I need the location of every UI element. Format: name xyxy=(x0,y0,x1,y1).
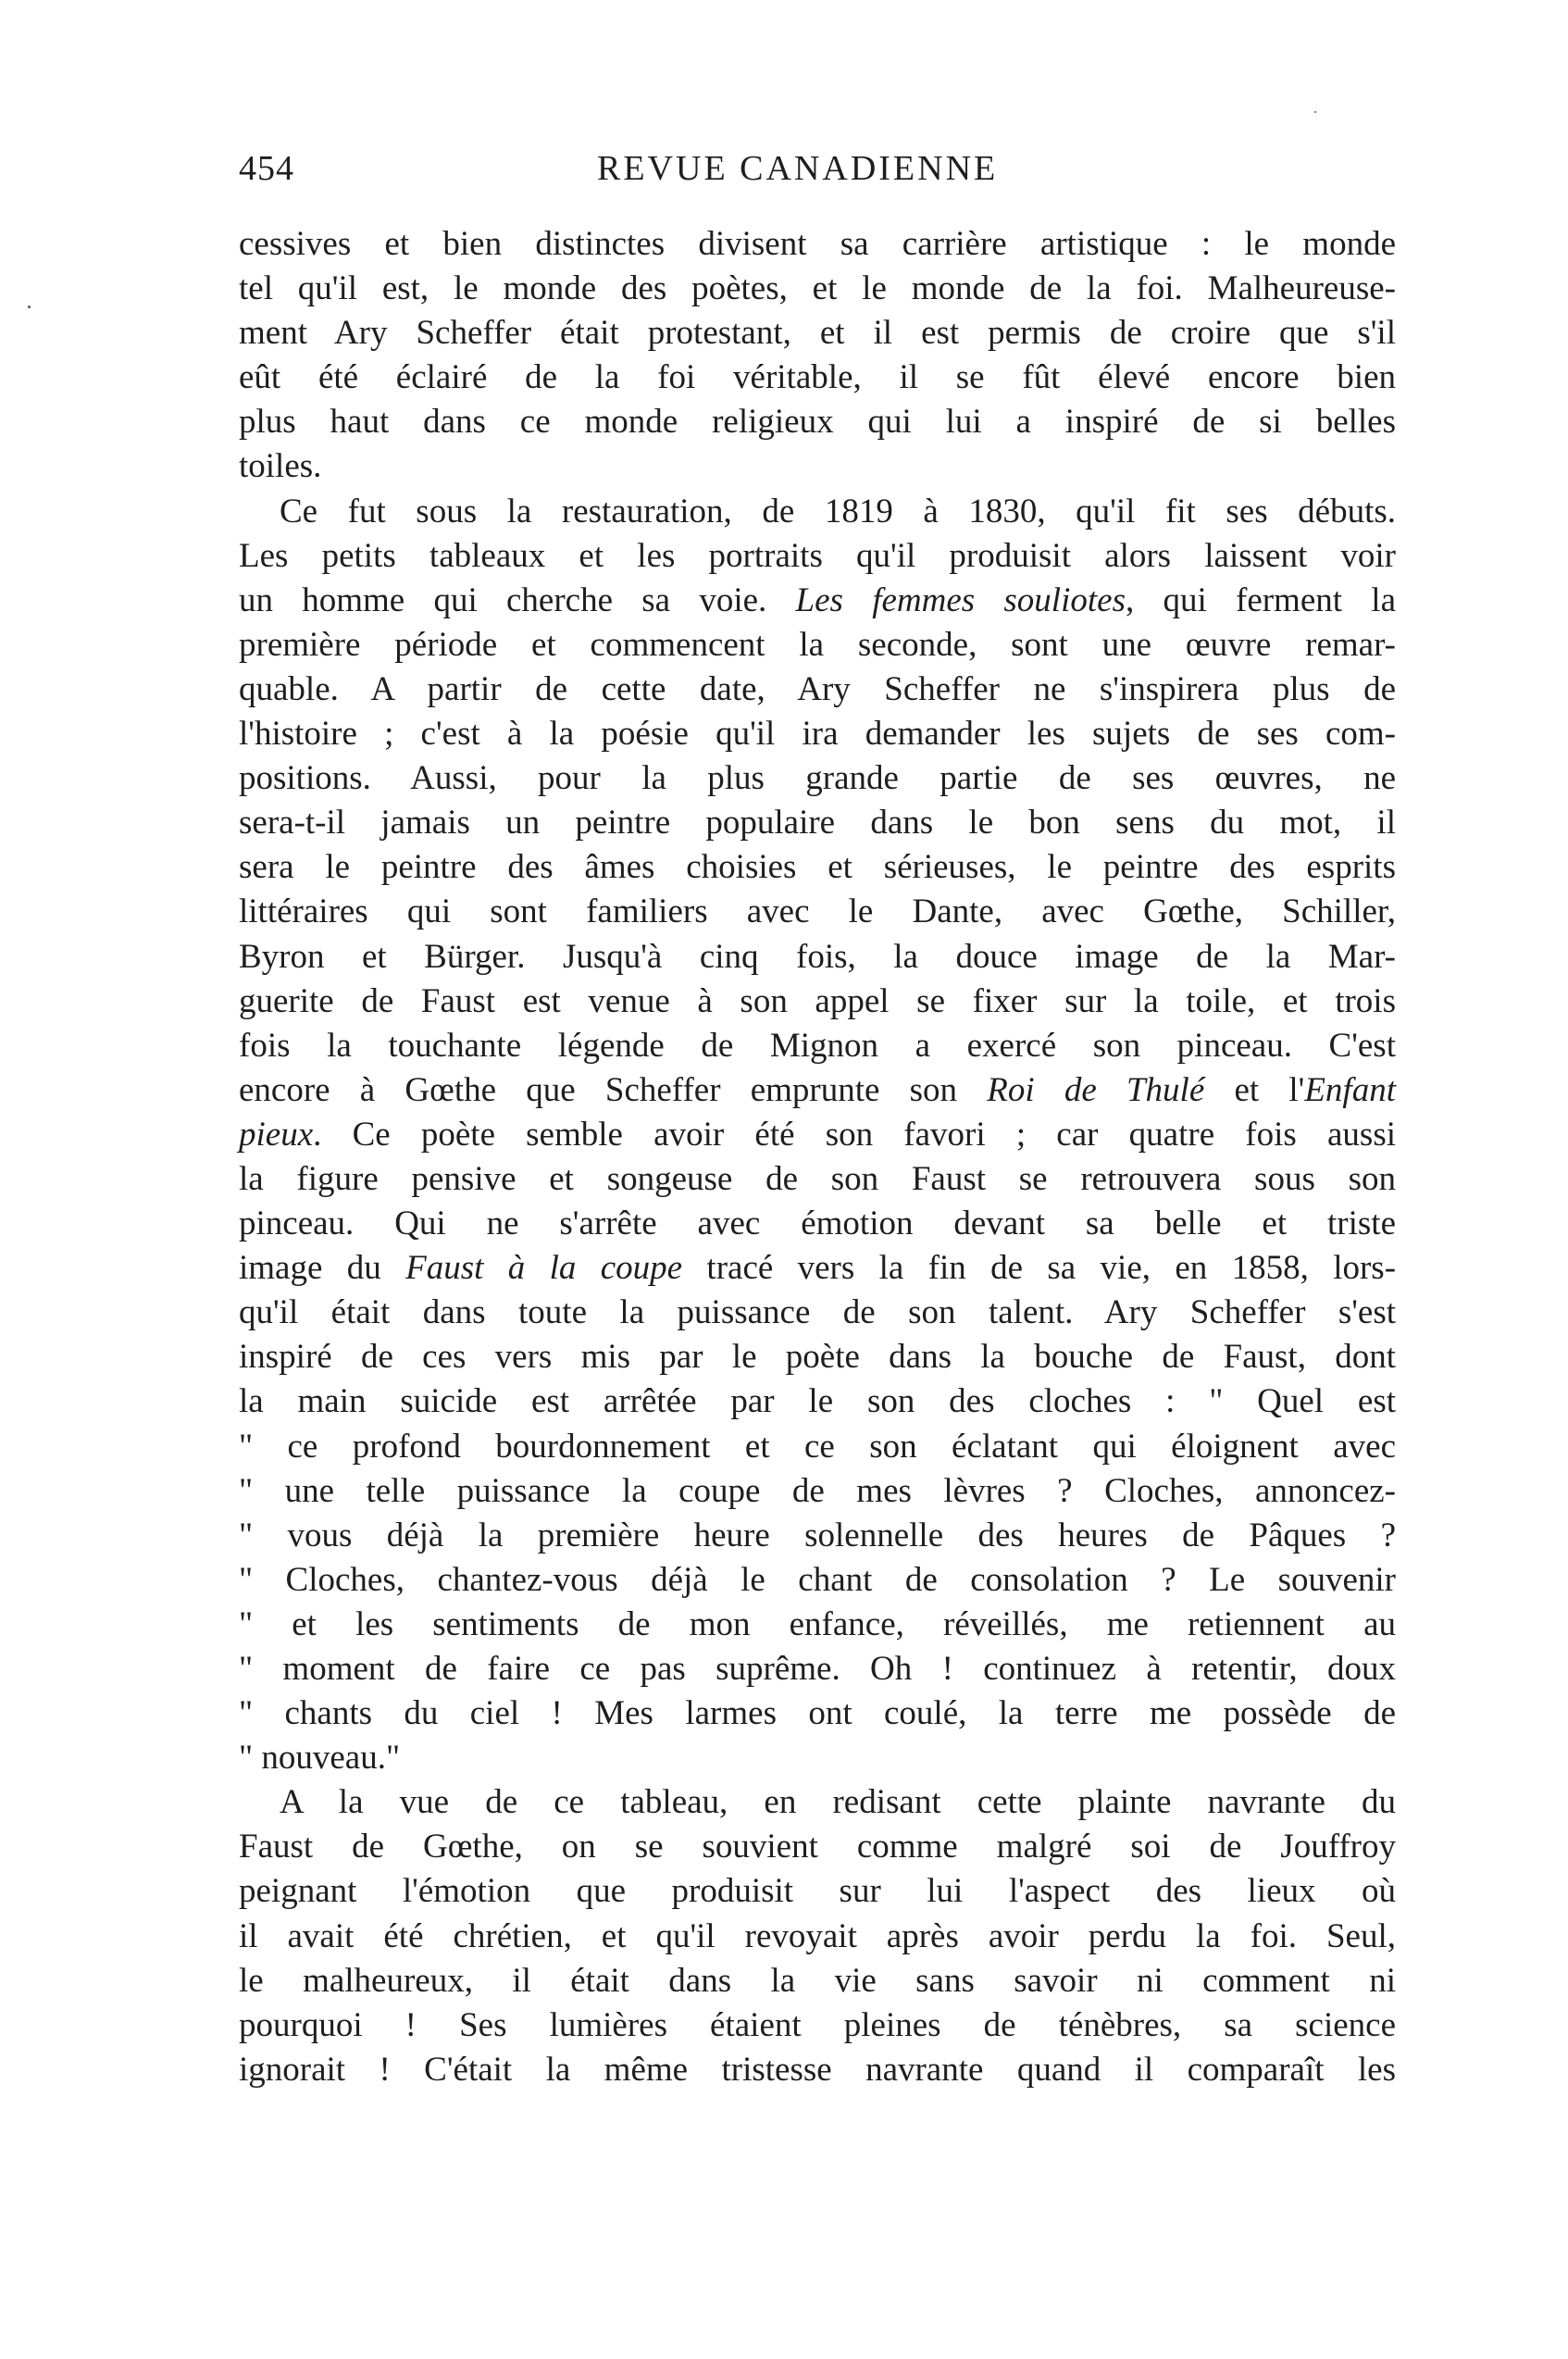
text-line: qu'il était dans toute la puissance de son talent. Ary Scheffer s'est xyxy=(239,1293,1396,1332)
text-line: le malheureux, il était dans la vie sans savoir ni comment ni xyxy=(239,1961,1396,2000)
text-line: peignant l'émotion que produisit sur lui l'aspect des lieux où xyxy=(239,1872,1396,1911)
line-segment: et l' xyxy=(1234,1070,1305,1109)
quote-line: " une telle puissance la coupe de mes lèvres ? Cloches, annoncez- xyxy=(239,1471,1396,1510)
quote-line: " et les sentiments de mon enfance, réveillés, me retiennent au xyxy=(239,1604,1396,1643)
text-line: ignorait ! C'était la même tristesse navrante quand il comparaît les xyxy=(239,2050,1396,2089)
text-line: sera le peintre des âmes choisies et sérieuses, le peintre des esprits xyxy=(239,848,1396,887)
text-line: eût été éclairé de la foi véritable, il se fût élevé encore bien xyxy=(239,358,1396,397)
body-text xyxy=(239,222,1396,2092)
line-segment: , qui ferment la xyxy=(1125,580,1396,619)
page-number: 454 xyxy=(239,149,294,188)
text-line: littéraires qui sont familiers avec le Dante, avec Gœthe, Schiller, xyxy=(239,892,1396,931)
text-line: A la vue de ce tableau, en redisant cette plainte navrante du xyxy=(280,1783,1396,1822)
text-line: il avait été chrétien, et qu'il revoyait après avoir perdu la foi. Seul, xyxy=(239,1916,1396,1955)
text-line xyxy=(239,579,1396,623)
quote-line: " vous déjà la première heure solennelle des heures de Pâques ? xyxy=(239,1516,1396,1554)
quote-line: " nouveau." xyxy=(239,1739,401,1778)
text-line: guerite de Faust est venue à son appel se fixer sur la toile, et trois xyxy=(239,981,1396,1020)
quote-line: " ce profond bourdonnement et ce son éclatant qui éloignent avec xyxy=(239,1427,1396,1466)
text-line: quable. A partir de cette date, Ary Scheffer ne s'inspirera plus de xyxy=(239,669,1396,708)
text-line: pourquoi ! Ses lumières étaient pleines de ténèbres, sa science xyxy=(239,2005,1396,2044)
text-line xyxy=(239,1068,1396,1113)
line-segment: encore à Gœthe que Scheffer emprunte son xyxy=(239,1070,958,1109)
text-line: positions. Aussi, pour la plus grande partie de ses œuvres, ne xyxy=(239,759,1396,798)
scan-speck xyxy=(28,306,31,308)
line-segment: . Ce poète semble avoir été son favori ; car quatre fois aussi xyxy=(313,1115,1396,1154)
text-line xyxy=(239,1246,1396,1291)
text-line: sera-t-il jamais un peintre populaire dans le bon sens du mot, il xyxy=(239,804,1396,842)
text-line: inspiré de ces vers mis par le poète dans la bouche de Faust, dont xyxy=(239,1338,1396,1377)
text-line: cessives et bien distinctes divisent sa carrière artistique : le monde xyxy=(239,225,1396,263)
text-line: l'histoire ; c'est à la poésie qu'il ira demander les sujets de ses com- xyxy=(239,715,1396,754)
text-line: plus haut dans ce monde religieux qui lui a inspiré de si belles xyxy=(239,403,1396,442)
artwork-title: Les femmes souliotes xyxy=(795,580,1126,619)
quote-line: " moment de faire ce pas suprême. Oh ! continuez à retentir, doux xyxy=(239,1650,1396,1688)
line-segment: un homme qui cherche sa voie. xyxy=(239,580,767,619)
scan-speck xyxy=(1314,111,1316,113)
artwork-title: Roi de Thulé xyxy=(987,1070,1205,1109)
text-line: la figure pensive et songeuse de son Faust se retrouvera sous son xyxy=(239,1159,1396,1198)
text-line: la main suicide est arrêtée par le son des cloches : " Quel est xyxy=(239,1382,1396,1421)
text-line: première période et commencent la seconde, sont une œuvre remar- xyxy=(239,625,1396,664)
artwork-title: Enfant xyxy=(1304,1070,1396,1109)
text-line xyxy=(239,1113,1396,1157)
quote-line: " chants du ciel ! Mes larmes ont coulé, la terre me possède de xyxy=(239,1694,1396,1733)
text-line: tel qu'il est, le monde des poètes, et le monde de la foi. Malheureuse- xyxy=(239,269,1396,308)
quote-line: " Cloches, chantez-vous déjà le chant de consolation ? Le souvenir xyxy=(239,1560,1396,1599)
text-line: Faust de Gœthe, on se souvient comme malgré soi de Jouffroy xyxy=(239,1828,1396,1866)
text-line: Ce fut sous la restauration, de 1819 à 1830, qu'il fit ses débuts. xyxy=(280,492,1396,530)
artwork-title: Faust à la coupe xyxy=(405,1249,683,1288)
text-line: toiles. xyxy=(239,447,322,486)
line-segment: image du xyxy=(239,1249,381,1288)
artwork-title: pieux xyxy=(239,1115,314,1154)
text-line: Byron et Bürger. Jusqu'à cinq fois, la douce image de la Mar- xyxy=(239,937,1396,976)
text-line: ment Ary Scheffer était protestant, et il est permis de croire que s'il xyxy=(239,314,1396,353)
text-line: pinceau. Qui ne s'arrête avec émotion devant sa belle et triste xyxy=(239,1204,1396,1243)
running-title: REVUE CANADIENNE xyxy=(597,149,999,188)
line-segment: tracé vers la fin de sa vie, en 1858, lors- xyxy=(706,1249,1397,1288)
text-line: fois la touchante légende de Mignon a exercé son pinceau. C'est xyxy=(239,1026,1396,1065)
text-line: Les petits tableaux et les portraits qu'il produisit alors laissent voir xyxy=(239,536,1396,575)
